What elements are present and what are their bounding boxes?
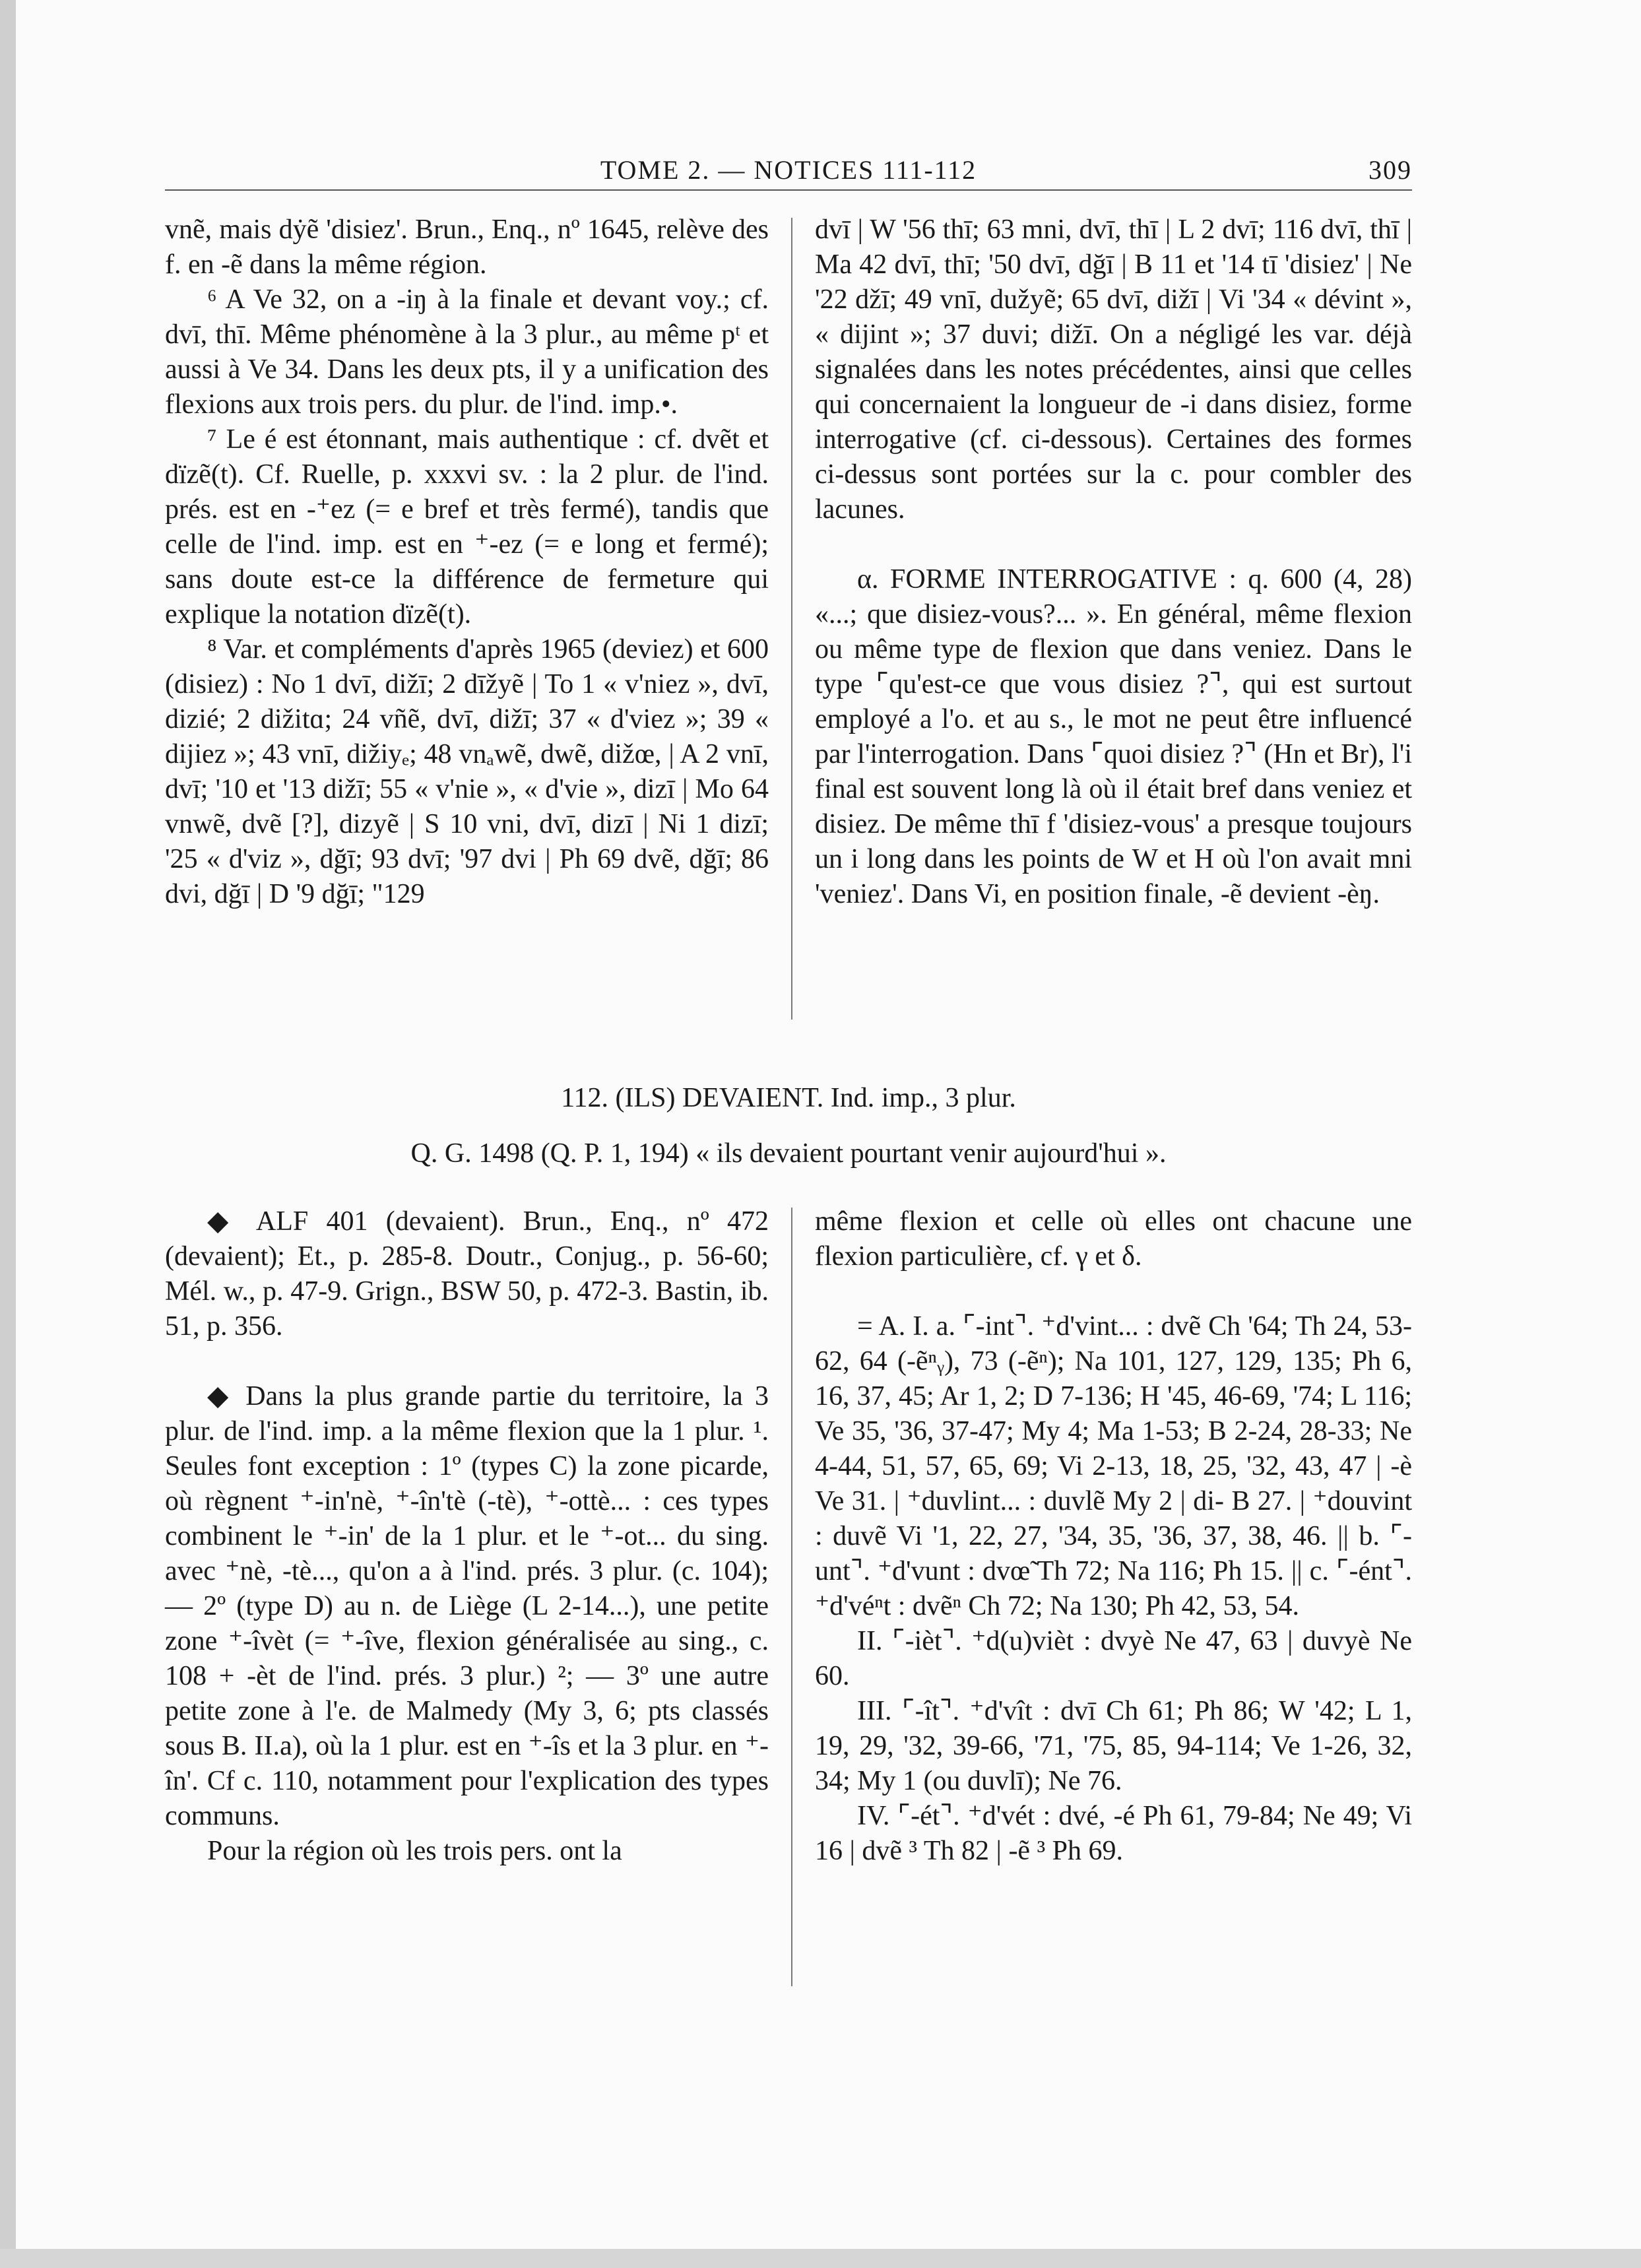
region-paragraph-end: même flexion et celle où elles ont chacune une flexion particulière, cf. γ et δ. bbox=[815, 1206, 1412, 1272]
column-right-bottom bbox=[815, 1204, 1412, 1869]
page-number: 309 bbox=[1368, 155, 1412, 185]
running-title: TOME 2. — NOTICES 111-112 bbox=[600, 155, 977, 185]
column-left-bottom bbox=[165, 1204, 769, 1869]
header-rule bbox=[165, 189, 1412, 191]
scan-edge-bottom bbox=[0, 2249, 1641, 2268]
column-left-top bbox=[165, 212, 769, 912]
type-a-iv: IV. ⌜-ét⌝. ⁺d'vét : dvé, -é Ph 61, 79-84; Ne 49; Vi 16 | dvẽ ³ Th 82 | -ẽ ³ Ph 69. bbox=[815, 1801, 1412, 1866]
column-divider-bottom bbox=[791, 1208, 792, 1986]
section-title-112: 112. (ILS) DEVAIENT. Ind. imp., 3 plur. bbox=[561, 1083, 1016, 1113]
footnote-7: ⁷ Le é est étonnant, mais authentique : cf. dvẽt et dïzẽ(t). Cf. Ruelle, p. xxxvi sv. : la 2 plur. de l'ind. prés. est en -⁺ez (= e bref et très fermé), tandis que celle de l'ind. imp. est en ⁺-ez (= e long et fermé); sans doute est-ce la différence de fermeture qui explique la notation dïzẽ(t). bbox=[165, 424, 769, 630]
forme-interrogative: α. FORME INTERROGATIVE : q. 600 (4, 28) «...; que disiez-vous?... ». En général, même flexion ou même type de flexion que dans veniez. Dans le type ⌜qu'est-ce que vous disiez ?⌝, qui est surtout employé a l'o. et au s., le mot ne peut être influencé par l'interrogation. Dans ⌜quoi disiez ?⌝ (Hn et Br), l'i final est souvent long là où il était bref dans veniez et disiez. De même thī f 'disiez-vous' a presque toujours un i long dans les points de W et H où l'on avait mni 'veniez'. Dans Vi, en position finale, -ẽ devient -èŋ. bbox=[815, 564, 1412, 909]
type-a-ii: II. ⌜-ièt⌝. ⁺d(u)vièt : dvyè Ne 47, 63 | duvyè Ne 60. bbox=[815, 1626, 1412, 1691]
footnote-6: ⁶ A Ve 32, on a -iŋ à la finale et devant voy.; cf. dvī, thī. Même phénomène à la 3 plur., au même pᵗ et aussi à Ve 34. Dans les deux pts, il y a unification des flexions aux trois pers. du plur. de l'ind. imp.•. bbox=[165, 284, 769, 420]
bibliography-paragraph: ◆ ALF 401 (devaient). Brun., Enq., nº 472 (devaient); Et., p. 285-8. Doutr., Conjug., p. 56-60; Mél. w., p. 47-9. Grign., BSW 50, p. 472-3. Bastin, ib. 51, p. 356. bbox=[165, 1206, 769, 1342]
type-a-iii: III. ⌜-ît⌝. ⁺d'vît : dvī Ch 61; Ph 86; W '42; L 1, 19, 29, '32, 39-66, '71, '75, 85, 94-114; Ve 1-26, 32, 34; My 1 (ou duvlī); Ne 76. bbox=[815, 1696, 1412, 1796]
footnote-8: ⁸ Var. et compléments d'après 1965 (deviez) et 600 (disiez) : No 1 dvī, dižī; 2 dīžyẽ | To 1 « v'niez », dvī, dizié; 2 dižitɑ; 24 vñẽ, dvī, dižī; 37 « d'viez »; 39 « dijiez »; 43 vnī, dižiyₑ; 48 vnₐwẽ, dwẽ, dižœ, | A 2 vnī, dvī; '10 et '13 dižī; 55 « v'nie », « d'vie », dizī | Mo 64 vnwẽ, dvẽ [?], dizyẽ | S 10 vni, dvī, dizī | Ni 1 dizī; '25 « d'viz », dğī; 93 dvī; '97 dvi | Ph 69 dvẽ, dğī; 86 dvi, dğī | D '9 dğī; "129 bbox=[165, 634, 769, 909]
section-quote-112: Q. G. 1498 (Q. P. 1, 194) « ils devaient pourtant venir aujourd'hui ». bbox=[410, 1138, 1167, 1169]
footnote-continuation: vnẽ, mais dẏẽ 'disiez'. Brun., Enq., nº 1645, relève des f. en -ẽ dans la même région. bbox=[165, 214, 769, 280]
type-a-i: = A. I. a. ⌜-int⌝. ⁺d'vint... : dvẽ Ch '64; Th 24, 53-62, 64 (-ẽⁿᵧ), 73 (-ẽⁿ); Na 101, 127, 129, 135; Ph 6, 16, 37, 45; Ar 1, 2; D 7-136; H '45, 46-69, '74; L 116; Ve 35, '36, 37-47; My 4; Ma 1-53; B 2-24, 28-33; Ne 4-44, 51, 57, 65, 69; Vi 2-13, 18, 25, '32, 43, 47 | -è Ve 31. | ⁺duvlint... : duvlẽ My 2 | di- B 27. | ⁺douvint : duvẽ Vi '1, 22, 27, '34, 35, '36, 37, 38, 46. || b. ⌜-unt⌝. ⁺d'vunt : dvœ̃ Th 72; Na 116; Ph 15. || c. ⌜-ént⌝. ⁺d'véⁿt : dvẽⁿ Ch 72; Na 130; Ph 42, 53, 54. bbox=[815, 1311, 1412, 1621]
overview-paragraph: ◆ Dans la plus grande partie du territoire, la 3 plur. de l'ind. imp. a la même flexion que la 1 plur. ¹. Seules font exception : 1º (types C) la zone picarde, où règnent ⁺-in'nè, ⁺-în'tè (-tè), ⁺-ottè... : ces types combinent le ⁺-in' de la 1 plur. et le ⁺-ot... du sing. avec ⁺nè, -tè..., qu'on a à l'ind. prés. 3 plur. (c. 104); — 2º (type D) au n. de Liège (L 2-14...), une petite zone ⁺-îvèt (= ⁺-îve, flexion généralisée au sing., c. 108 + -èt de l'ind. prés. 3 plur.) ²; — 3º une autre petite zone à l'e. de Malmedy (My 3, 6; pts classés sous B. II.a), où la 1 plur. est en ⁺-îs et la 3 plur. en ⁺-în'. Cf c. 110, notamment pour l'explication des types communs. bbox=[165, 1381, 769, 1831]
footnote-8-continuation: dvī | W '56 thī; 63 mni, dvī, thī | L 2 dvī; 116 dvī, thī | Ma 42 dvī, thī; '50 dvī, dğī | B 11 et '14 tī 'disiez' | Ne '22 džī; 49 vnī, dužyẽ; 65 dvī, dižī | Vi '34 « dévint », « dijint »; 37 duvi; dižī. On a négligé les var. déjà signalées dans les notes précédentes, ainsi que celles qui concernaient la longueur de -i dans disiez, forme interrogative (cf. ci-dessous). Certaines des formes ci-dessus sont portées sur la c. pour combler des lacunes. bbox=[815, 214, 1412, 525]
region-paragraph-start: Pour la région où les trois pers. ont la bbox=[207, 1836, 622, 1866]
column-divider-top bbox=[791, 218, 792, 1020]
scan-edge-left bbox=[0, 0, 16, 2268]
column-right-top bbox=[815, 212, 1412, 912]
running-head bbox=[165, 150, 1412, 190]
